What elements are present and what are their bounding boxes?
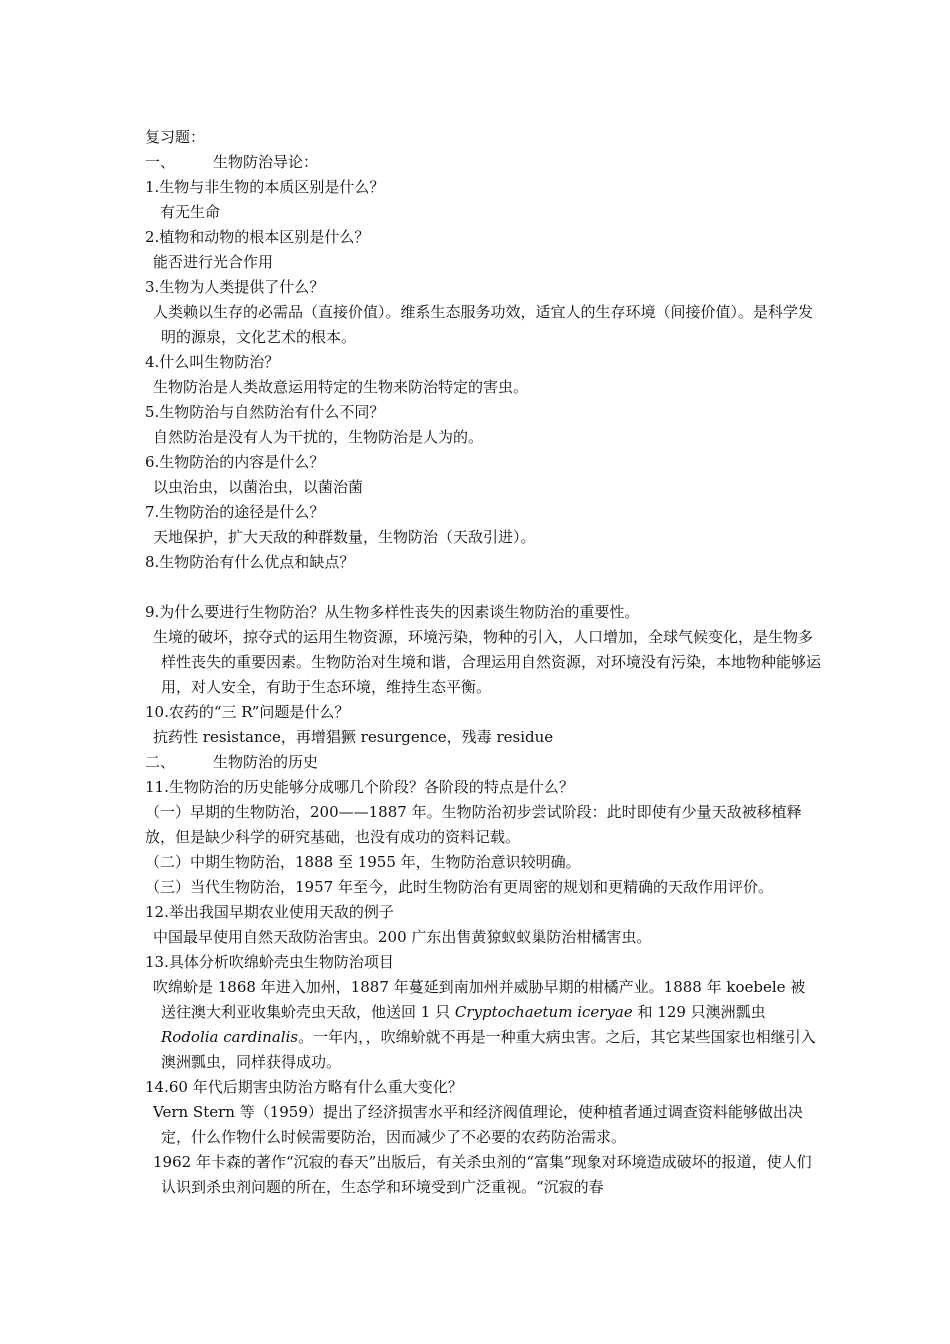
section-heading-1 xyxy=(145,150,815,175)
doc-title: 复习题： xyxy=(145,128,206,146)
answer-2: 能否进行光合作用 xyxy=(153,253,274,271)
question-13: 13.具体分析吹绵蚧壳虫生物防治项目 xyxy=(145,953,394,971)
answer-13-text-3: 。一年内，，吹绵蚧就不再是一种重大病虫害。之后，其它某些国家也相继引入澳洲瓢虫，同样获得成功。 xyxy=(161,1028,816,1071)
question-11: 11.生物防治的历史能够分成哪几个阶段？各阶段的特点是什么？ xyxy=(145,778,574,796)
question-2: 2.植物和动物的根本区别是什么？ xyxy=(145,228,370,246)
question-7: 7.生物防治的途径是什么？ xyxy=(145,503,325,521)
section-number: 二、 xyxy=(145,753,176,771)
question-1: 1.生物与非生物的本质区别是什么？ xyxy=(145,178,385,196)
question-8: 8.生物防治有什么优点和缺点？ xyxy=(145,553,355,571)
answer-13 xyxy=(145,975,816,1075)
question-9: 9.为什么要进行生物防治？从生物多样性丧失的因素谈生物防治的重要性。 xyxy=(145,603,640,621)
answer-3: 人类赖以生存的必需品（直接价值）。维系生态服务功效，适宜人的生存环境（间接价值）。是科学发明的源泉，文化艺术的根本。 xyxy=(153,303,814,346)
answer-14-para-2: 1962 年卡森的著作“沉寂的春天”出版后，有关杀虫剂的“富集”现象对环境造成破坏的报道，使人们认识到杀虫剂问题的所在，生态学和环境受到广泛重视。“沉寂的春 xyxy=(153,1153,812,1196)
answer-5: 自然防治是没有人为干扰的，生物防治是人为的。 xyxy=(153,428,484,446)
blank-line xyxy=(145,575,815,600)
question-12: 12.举出我国早期农业使用天敌的例子 xyxy=(145,903,394,921)
section-number: 一、 xyxy=(145,153,176,171)
answer-6: 以虫治虫，以菌治虫，以菌治菌 xyxy=(153,478,364,496)
question-10: 10.农药的“三 R”问题是什么？ xyxy=(145,703,350,721)
answer-12: 中国最早使用自然天敌防治害虫。200 广东出售黄猄蚁蚁巢防治柑橘害虫。 xyxy=(153,928,652,946)
answer-13-text-2: 和 129 只澳洲瓢虫 xyxy=(632,1003,766,1021)
question-4: 4.什么叫生物防治？ xyxy=(145,353,280,371)
section-heading-2 xyxy=(145,750,815,775)
species-name-1: Cryptochaetum iceryae xyxy=(454,1003,633,1021)
question-6: 6.生物防治的内容是什么？ xyxy=(145,453,325,471)
answer-9: 生境的破坏，掠夺式的运用生物资源，环境污染，物种的引入，人口增加，全球气候变化，是生物多样性丧失的重要因素。生物防治对生境和谐，合理运用自然资源，对环境没有污染，本地物种能够运用，对人安全，有助于生态环境，维持生态平衡。 xyxy=(153,628,822,696)
answer-7: 天地保护，扩大天敌的种群数量，生物防治（天敌引进）。 xyxy=(153,528,536,546)
question-5: 5.生物防治与自然防治有什么不同？ xyxy=(145,403,385,421)
answer-13-text-1: 吹绵蚧是 1868 年进入加州，1887 年蔓延到南加州并威胁早期的柑橘产业。1888 年 koebele 被送往澳大利亚收集蚧壳虫天敌，他送回 1 只 xyxy=(153,978,806,1021)
answer-11-stage-1: （一）早期的生物防治，200——1887 年。生物防治初步尝试阶段：此时即使有少量天敌被移植释放，但是缺少科学的研究基础，也没有成功的资料记载。 xyxy=(145,803,802,846)
document-body xyxy=(145,125,822,1200)
answer-4: 生物防治是人类故意运用特定的生物来防治特定的害虫。 xyxy=(153,378,529,396)
answer-14-para-1: Vern Stern 等（1959）提出了经济损害水平和经济阀值理论，使种植者通过调查资料能够做出决定，什么作物什么时候需要防治，因而减少了不必要的农药防治需求。 xyxy=(153,1103,803,1146)
section-label: 生物防治的历史 xyxy=(213,753,319,771)
answer-10: 抗药性 resistance，再增猖獗 resurgence，残毒 residue xyxy=(153,728,554,746)
answer-11-stage-2: （二）中期生物防治，1888 至 1955 年，生物防治意识较明确。 xyxy=(145,853,581,871)
species-name-2: Rodolia cardinalis xyxy=(161,1028,299,1046)
answer-11-stage-3: （三）当代生物防治，1957 年至今，此时生物防治有更周密的规划和更精确的天敌作用评价。 xyxy=(145,878,773,896)
question-3: 3.生物为人类提供了什么？ xyxy=(145,278,325,296)
section-label: 生物防治导论： xyxy=(213,153,319,171)
question-14: 14.60 年代后期害虫防治方略有什么重大变化？ xyxy=(145,1078,463,1096)
answer-1: 有无生命 xyxy=(160,203,221,221)
